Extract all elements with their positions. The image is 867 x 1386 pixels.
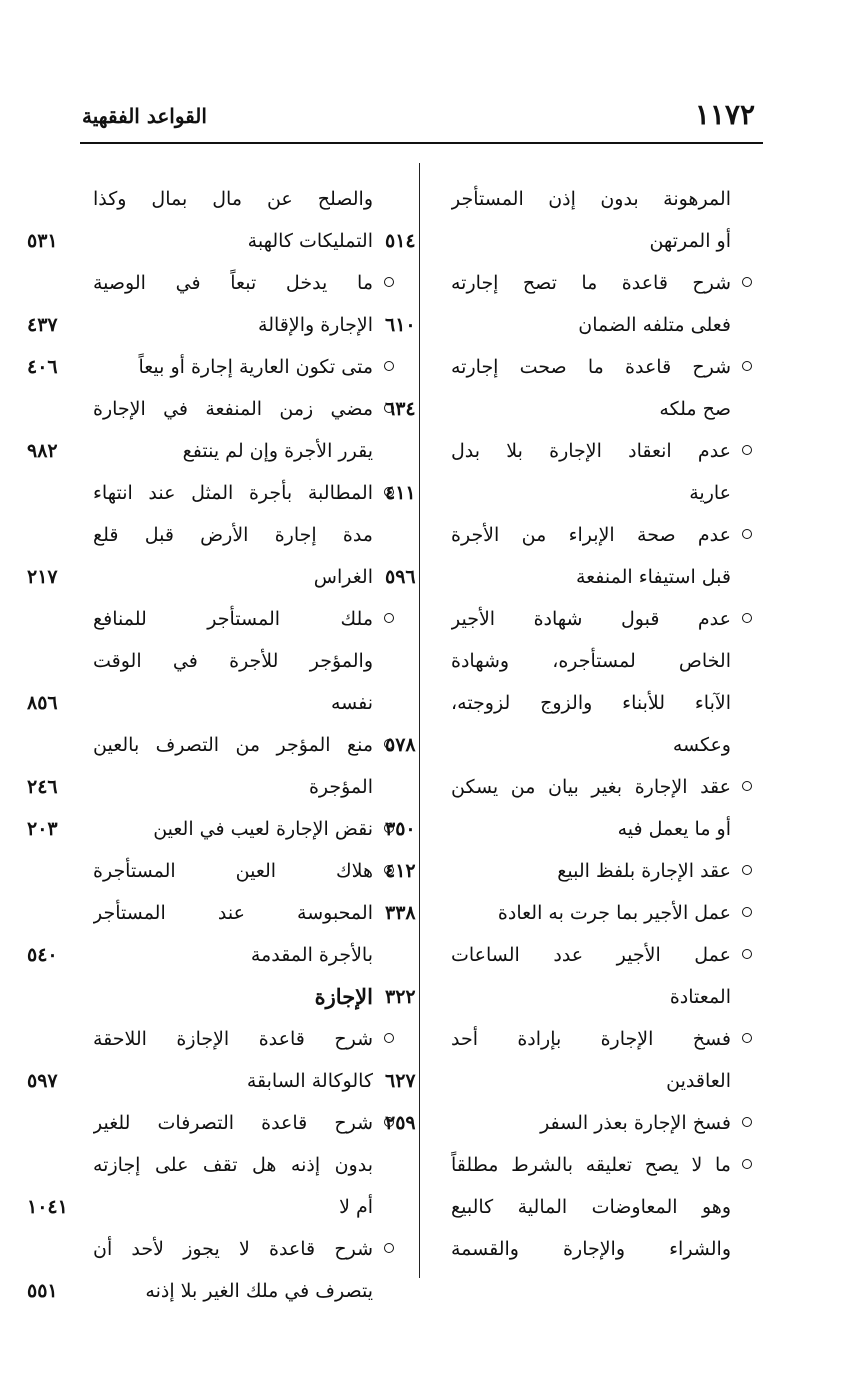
index-line xyxy=(443,262,755,304)
index-line xyxy=(443,598,755,640)
circle-bullet-icon xyxy=(742,277,752,287)
index-line xyxy=(385,850,755,892)
index-line xyxy=(27,682,397,724)
circle-bullet-icon xyxy=(742,781,752,791)
entry-text: الإجارة والإقالة xyxy=(258,314,373,336)
index-line xyxy=(85,388,397,430)
entry-text: المطالبة بأجرة المثل عند انتهاء xyxy=(93,482,373,504)
page-reference: ٦٢٧ xyxy=(385,1070,416,1092)
index-line xyxy=(85,892,397,934)
page-reference: ٣٥٠ xyxy=(385,818,416,840)
entry-text: والمؤجر للأجرة في الوقت xyxy=(93,650,373,672)
circle-bullet-icon xyxy=(384,361,394,371)
index-line xyxy=(27,1270,397,1312)
index-line xyxy=(385,556,755,598)
entry-text: العاقدين xyxy=(666,1070,731,1092)
entry-text: عقد الإجارة بغير بيان من يسكن xyxy=(451,776,731,798)
index-line xyxy=(27,556,397,598)
circle-bullet-icon xyxy=(384,277,394,287)
page-reference: ٢٠٣ xyxy=(27,818,58,840)
page-reference: ٢٤٦ xyxy=(27,776,58,798)
page-reference: ٤٠٦ xyxy=(27,356,58,378)
page-reference: ١٠٤١ xyxy=(27,1196,68,1218)
index-line xyxy=(385,808,755,850)
entry-text: شرح قاعدة التصرفات للغير xyxy=(93,1112,373,1134)
page-reference: ٥٩٦ xyxy=(385,566,416,588)
page-reference: ٣٣٨ xyxy=(385,902,416,924)
entry-text: منع المؤجر من التصرف بالعين xyxy=(93,734,373,756)
index-line xyxy=(27,304,397,346)
index-line xyxy=(27,1060,397,1102)
index-line xyxy=(443,1228,755,1270)
index-line xyxy=(385,472,755,514)
index-line xyxy=(85,1228,397,1270)
index-line xyxy=(85,178,397,220)
entry-text: شرح قاعدة الإجازة اللاحقة xyxy=(93,1028,373,1050)
entry-text: بالأجرة المقدمة xyxy=(250,944,373,966)
entry-text: عقد الإجارة بلفظ البيع xyxy=(557,860,731,882)
page-reference: ٤١١ xyxy=(385,482,416,504)
index-line xyxy=(85,640,397,682)
page-reference: ٨٥٦ xyxy=(27,692,58,714)
index-line xyxy=(85,850,397,892)
entry-text: متى تكون العارية إجارة أو بيعاً xyxy=(138,356,373,378)
index-line xyxy=(27,766,397,808)
index-line xyxy=(27,1186,397,1228)
index-line xyxy=(385,388,755,430)
index-line xyxy=(443,1186,755,1228)
page-reference: ٦٣٤ xyxy=(385,398,416,420)
index-line xyxy=(443,1144,755,1186)
page-reference: ٢٥٩ xyxy=(385,1112,416,1134)
page-reference: ٦١٠ xyxy=(385,314,416,336)
index-line xyxy=(443,346,755,388)
circle-bullet-icon xyxy=(384,1033,394,1043)
index-line xyxy=(27,808,397,850)
page-reference: ٣٢٢ xyxy=(385,986,416,1008)
page-reference: ٥٥١ xyxy=(27,1280,58,1302)
index-line xyxy=(385,892,755,934)
circle-bullet-icon xyxy=(384,823,394,833)
circle-bullet-icon xyxy=(742,1033,752,1043)
entry-text: شرح قاعدة ما تصح إجارته xyxy=(451,272,731,294)
circle-bullet-icon xyxy=(384,403,394,413)
entry-text: عدم انعقاد الإجارة بلا بدل xyxy=(451,440,731,462)
page-reference: ٤٣٧ xyxy=(27,314,58,336)
circle-bullet-icon xyxy=(384,865,394,875)
circle-bullet-icon xyxy=(742,529,752,539)
entry-text: أو المرتهن xyxy=(649,230,731,252)
entry-text: الآباء للأبناء والزوج لزوجته، xyxy=(451,692,731,714)
entry-text: عدم صحة الإبراء من الأجرة xyxy=(451,524,731,546)
entry-text: شرح قاعدة ما صحت إجارته xyxy=(451,356,731,378)
circle-bullet-icon xyxy=(742,907,752,917)
entry-text: يقرر الأجرة وإن لم ينتفع xyxy=(182,440,373,462)
entry-text: مضي زمن المنفعة في الإجارة xyxy=(93,398,373,420)
index-line xyxy=(27,220,397,262)
entry-text: عارية xyxy=(689,482,731,504)
circle-bullet-icon xyxy=(742,1159,752,1169)
page-reference: ٥٣١ xyxy=(27,230,58,252)
index-line xyxy=(443,934,755,976)
page-reference: ٥٧٨ xyxy=(385,734,416,756)
index-line xyxy=(85,514,397,556)
entry-text: المحبوسة عند المستأجر xyxy=(93,902,373,924)
entry-text: التمليكات كالهبة xyxy=(247,230,373,252)
page-reference: ٤١٢ xyxy=(385,860,416,882)
entry-text: المعتادة xyxy=(669,986,731,1008)
circle-bullet-icon xyxy=(384,613,394,623)
entry-text: نقض الإجارة لعيب في العين xyxy=(153,818,373,840)
index-line xyxy=(385,1060,755,1102)
index-line xyxy=(443,682,755,724)
circle-bullet-icon xyxy=(384,487,394,497)
entry-text: ما يدخل تبعاً في الوصية xyxy=(93,272,373,294)
running-title: القواعد الفقهية xyxy=(82,104,207,128)
index-line xyxy=(385,1102,755,1144)
page-reference: ٥١٤ xyxy=(385,230,416,252)
entry-text: كالوكالة السابقة xyxy=(246,1070,373,1092)
index-line xyxy=(85,262,397,304)
entry-text: شرح قاعدة لا يجوز لأحد أن xyxy=(93,1238,373,1260)
index-line xyxy=(385,724,755,766)
circle-bullet-icon xyxy=(742,613,752,623)
entry-text: بدون إذنه هل تقف على إجازته xyxy=(93,1154,373,1176)
page-reference: ٢١٧ xyxy=(27,566,58,588)
entry-text: والشراء والإجارة والقسمة xyxy=(451,1238,731,1260)
circle-bullet-icon xyxy=(384,1243,394,1253)
entry-text: ملك المستأجر للمنافع xyxy=(93,608,373,630)
entry-text: المؤجرة xyxy=(308,776,373,798)
entry-text: فسخ الإجارة بإرادة أحد xyxy=(451,1028,731,1050)
circle-bullet-icon xyxy=(384,1117,394,1127)
entry-text: وهو المعاوضات المالية كالبيع xyxy=(451,1196,731,1218)
index-line xyxy=(443,430,755,472)
entry-text: مدة إجارة الأرض قبل قلع xyxy=(93,524,373,546)
entry-text: عمل الأجير بما جرت به العادة xyxy=(497,902,731,924)
circle-bullet-icon xyxy=(742,1117,752,1127)
entry-text: ما لا يصح تعليقه بالشرط مطلقاً xyxy=(451,1154,731,1176)
circle-bullet-icon xyxy=(742,445,752,455)
page-reference: ٩٨٢ xyxy=(27,440,58,462)
entry-text: قبل استيفاء المنفعة xyxy=(575,566,731,588)
entry-text: وعكسه xyxy=(672,734,731,756)
circle-bullet-icon xyxy=(742,361,752,371)
entry-text: أو ما يعمل فيه xyxy=(617,818,731,840)
entry-text: الغراس xyxy=(313,566,373,588)
index-line xyxy=(85,976,397,1018)
page-reference: ٥٤٠ xyxy=(27,944,58,966)
index-line xyxy=(85,472,397,514)
section-heading: الإجازة xyxy=(314,984,373,1009)
index-line xyxy=(27,934,397,976)
entry-text: صح ملكه xyxy=(659,398,731,420)
index-line xyxy=(85,598,397,640)
entry-text: هلاك العين المستأجرة xyxy=(93,860,373,882)
page-number: ١١٧٢ xyxy=(694,98,755,131)
entry-text: نفسه xyxy=(330,692,373,714)
entry-text: يتصرف في ملك الغير بلا إذنه xyxy=(145,1280,373,1302)
index-line xyxy=(27,430,397,472)
entry-text: الخاص لمستأجره، وشهادة xyxy=(451,650,731,672)
index-line xyxy=(443,514,755,556)
index-line xyxy=(385,304,755,346)
index-line xyxy=(443,766,755,808)
index-line xyxy=(27,346,397,388)
entry-text: المرهونة بدون إذن المستأجر xyxy=(451,188,731,210)
entry-text: أم لا xyxy=(339,1196,373,1218)
index-line xyxy=(85,724,397,766)
entry-text: عمل الأجير عدد الساعات xyxy=(451,944,731,966)
circle-bullet-icon xyxy=(742,949,752,959)
page-reference: ٥٩٧ xyxy=(27,1070,58,1092)
index-line xyxy=(385,976,755,1018)
index-line xyxy=(443,178,755,220)
index-line xyxy=(85,1102,397,1144)
entry-text: عدم قبول شهادة الأجير xyxy=(451,608,731,630)
index-line xyxy=(85,1018,397,1060)
header-rule xyxy=(80,142,763,144)
index-line xyxy=(85,1144,397,1186)
entry-text: فسخ الإجارة بعذر السفر xyxy=(540,1112,731,1134)
index-line xyxy=(385,220,755,262)
circle-bullet-icon xyxy=(384,739,394,749)
entry-text: فعلى متلفه الضمان xyxy=(578,314,731,336)
entry-text: والصلح عن مال بمال وكذا xyxy=(93,188,373,210)
circle-bullet-icon xyxy=(742,865,752,875)
index-line xyxy=(443,1018,755,1060)
index-line xyxy=(443,640,755,682)
